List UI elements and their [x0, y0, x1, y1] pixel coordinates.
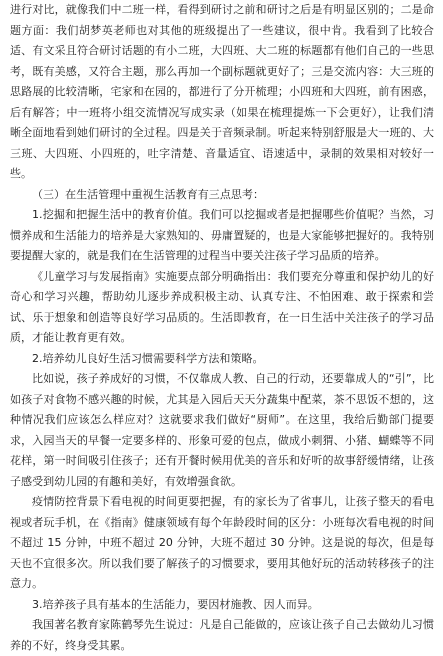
- section-heading-life-education: （三）在生活管理中重视生活教育有三点思考：: [32, 187, 265, 201]
- paragraph-chen-heqin-quote: 我国著名教育家陈鹤琴先生说过：凡是自己能做的，应该让孩子自己去做幼儿习惯养的不好，终身受其累。: [10, 618, 434, 652]
- paragraph-tv-time: 疫情防控背景下看电视的时间更要把握，有的家长为了省事儿，让孩子整天的看电视或者玩手机，在《指南》健康领域有每个年龄段时间的区分：小班每次看电视的时间不超过 15 分钟，中班不超过 20 分钟，大班不超过 30 分钟。这是说的每次，但是每天也不宜很多次。所以我们要了解孩子的习惯要求，要用其他好玩的活动转移孩子的注意力。: [10, 495, 434, 590]
- subheading-point-3: 3.培养孩子具有基本的生活能力，要因材施教、因人而异。: [32, 597, 319, 611]
- paragraph-point-1: 1.挖掘和把握生活中的教育价值。我们可以挖掘或者是把握哪些价值呢？当然，习惯养成和生活能力的培养是大家熟知的、毋庸置疑的，也是大家能够把握好的。我特别要提醒大家的，就是我们在生活管理的过程当中要关注孩子学习品质的培养。: [10, 208, 434, 262]
- document-page: [10, 0, 434, 656]
- paragraph-review-summary: 进行对比，就像我们中二班一样，看得到研讨之前和研讨之后是有明显区别的；二是命题方面：我们胡梦英老师也对其他的班级提出了一些建议，很中肯。我看到了比较合适、有文采且符合研讨话题的有小二班，大四班、大二班的标题都有他们自己的一些思考，既有美感，又符合主题，那么再加一个副标题就更好了；三是交流内容：大三班的思路展的比较清晰，宅家和在园的，都进行了分开梳理；小四班和大四班，前有困惑，后有解答；中一班将小组交流情况写成实录（如果在梳理提炼一下会更好），让我们清晰全面地看到她们研讨的全过程。四是关于音频录制。听起来特别舒服是大一班的、大三班、大四班、小四班的，吐字清楚、音量适宜、语速适中，录制的效果相对较好一些。: [10, 3, 434, 180]
- paragraph-habit-example: 比如说，孩子养成好的习惯，不仅靠成人教、自己的行动，还要靠成人的“引”，比如孩子对食物不感兴趣的时候，尤其是入园后天天分蔬集中配菜，茶不思饭不想的，这种情况我们应该怎么样应对？这就要求我们做好“厨师”。在这里，我给后勤部门提要求，入园当天的早餐一定要多样的、形象可爱的包点，做成小刺猬、小猪、蝴蝶等不同花样，第一时间吸引住孩子；还有开餐时候用优美的音乐和好听的故事舒缓情绪，让孩子感受到幼儿园的有趣和美好，有效增强食欲。: [10, 372, 434, 488]
- subheading-point-2: 2.培养幼儿良好生活习惯需要科学方法和策略。: [32, 351, 264, 365]
- paragraph-guide-quote: 《儿童学习与发展指南》实施要点部分明确指出：我们要充分尊重和保护幼儿的好奇心和学习兴趣，帮助幼儿逐步养成积极主动、认真专注、不怕困难、敢于探索和尝试、乐于想象和创造等良好学习品质的。生活即教育，在一日生活中关注孩子的学习品质，才能让教育更有效。: [10, 269, 434, 344]
